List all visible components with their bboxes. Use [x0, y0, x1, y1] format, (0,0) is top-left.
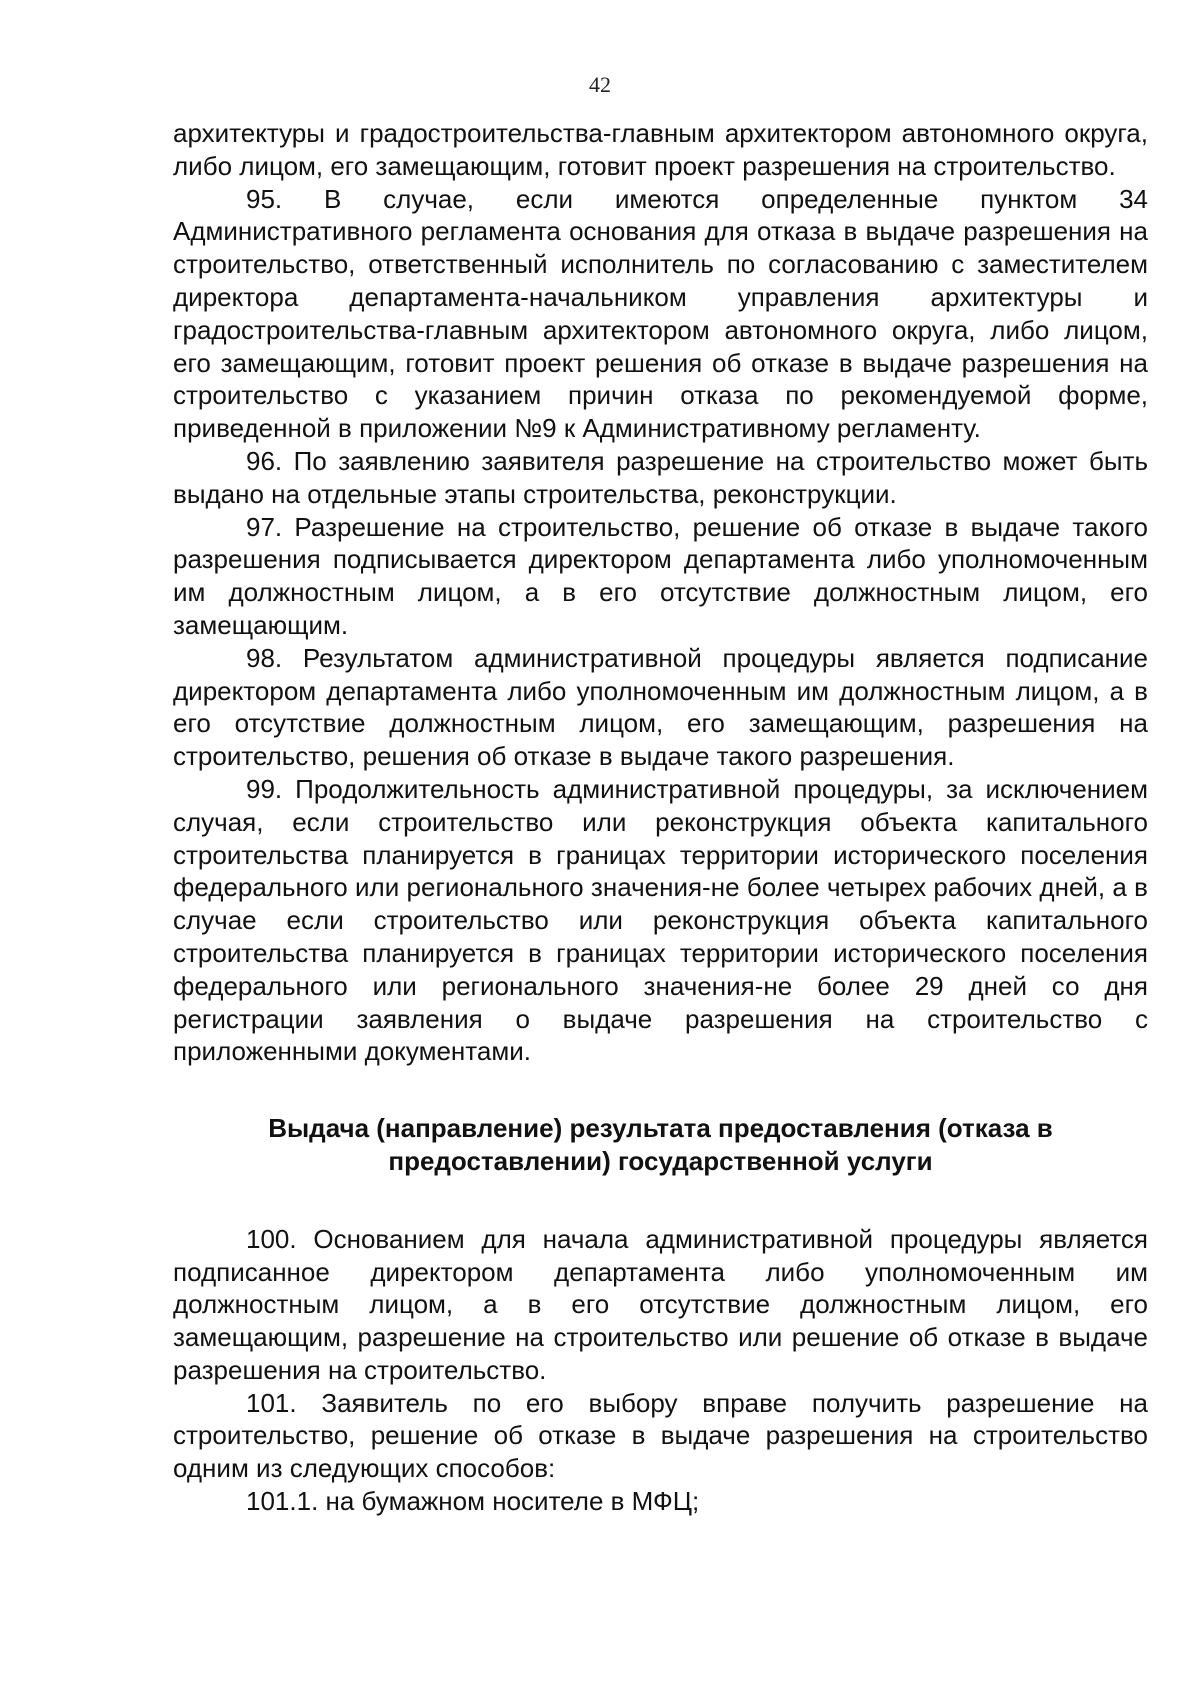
paragraph-continuation: архитектуры и градостроительства-главным архитектором автономного округа, либо лицом, его замещающим, готовит проект разрешения на строительство.	[173, 118, 1148, 181]
paragraph-101: 101. Заявитель по его выбору вправе получить разрешение на строительство, решение об отказе в выдаче разрешения на строительство одним из следующих способов:	[173, 1387, 1148, 1484]
section-heading: Выдача (направление) результата предоставления (отказа в предоставлении) государственной услуги	[268, 1113, 1053, 1176]
paragraph-96: 96. По заявлению заявителя разрешение на строительство может быть выдано на отдельные этапы строительства, реконструкции.	[173, 445, 1148, 509]
document-body	[173, 117, 1148, 1518]
paragraph-100: 100. Основанием для начала административной процедуры является подписанное директором департамента либо уполномоченным им должностным лицом, а в его отсутствие должностным лицом, его замещающим, разрешение на строительство или решение об отказе в выдаче разрешения на строительство.	[173, 1223, 1148, 1385]
paragraph-97: 97. Разрешение на строительство, решение об отказе в выдаче такого разрешения подписывается директором департамента либо уполномоченным им должностным лицом, а в его отсутствие должностным лицом, его замещающим.	[173, 511, 1148, 640]
paragraph-95: 95. В случае, если имеются определенные пунктом 34 Административного регламента основания для отказа в выдаче разрешения на строительство, ответственный исполнитель по согласованию с заместителем директора департамента-начальником управления архитектуры и градостроительства-главным архитектором автономного округа, либо лицом, его замещающим, готовит проект решения об отказе в выдаче разрешения на строительство с указанием причин отказа по рекомендуемой форме, приведенной в приложении №9 к Административному регламенту.	[173, 183, 1148, 444]
paragraph-99: 99. Продолжительность административной процедуры, за исключением случая, если строительство или реконструкция объекта капитального строительства планируется в границах территории исторического поселения федерального или регионального значения-не более четырех рабочих дней, а в случае если строительство или реконструкция объекта капитального строительства планируется в границах территории исторического поселения федерального или регионального значения-не более 29 дней со дня регистрации заявления о выдаче разрешения на строительство с приложенными документами.	[173, 773, 1148, 1067]
paragraph-101-1: 101.1. на бумажном носителе в МФЦ;	[246, 1486, 700, 1517]
paragraph-98: 98. Результатом административной процедуры является подписание директором департамента либо уполномоченным им должностным лицом, а в его отсутствие должностным лицом, его замещающим, разрешения на строительство, решения об отказе в выдаче такого разрешения.	[173, 642, 1148, 772]
page-number: 42	[589, 72, 611, 97]
